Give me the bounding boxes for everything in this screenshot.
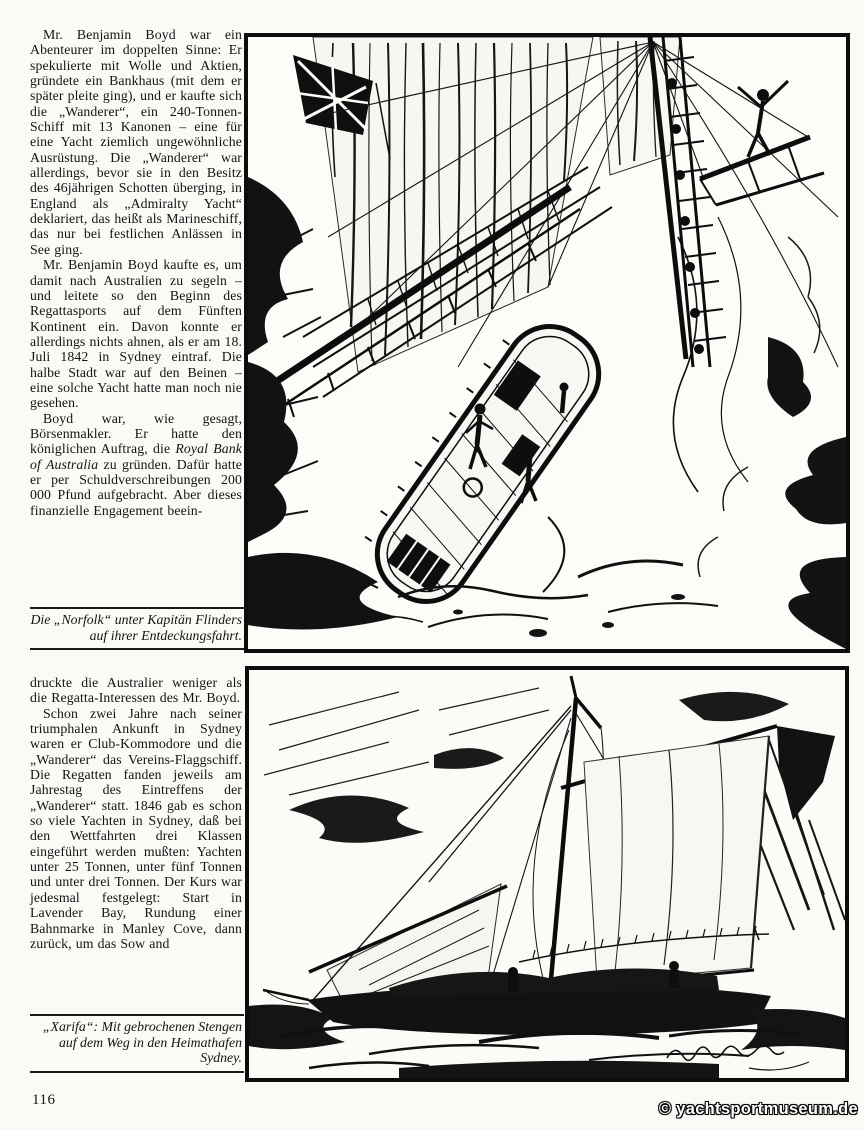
norfolk-illustration: [244, 33, 850, 653]
article-paragraph: [30, 411, 242, 518]
paragraph-text: Boyd war, wie gesagt, Börsenmakler. Er hatte den königlichen Auftrag, die: [30, 410, 242, 457]
article-paragraph: Mr. Benjamin Boyd war ein Abenteurer im doppelten Sinne: Er spekulierte mit Wolle und Aktien, gründete ein Bankhaus (mit dem er später pleite ging), und er kaufte sich die „Wanderer“, ein 240-Tonnen-Schiff mit 13 Kanonen – eine für eine Yacht ziemlich ungewöhnliche Ausrüstung. Die „Wanderer“ war allerdings, bevor sie in den Besitz des 46jährigen Schotten überging, in England als „Admiralty Yacht“ deklariert, das heißt als Marineschiff, das nur bei festlichen Anlässen in See ging.: [30, 27, 242, 257]
paragraph-text: zu gründen. Dafür hatte er per Schuldverschreibungen 200 000 Pfund aufgebracht. Aber dieses finanzielle Engagement beein-: [30, 456, 242, 518]
figure-caption-xarifa: „Xarifa“: Mit gebrochenen Stengen auf dem Weg in den Heimathafen Sydney.: [30, 1014, 244, 1073]
xarifa-illustration: [245, 666, 849, 1082]
text-column-bottom: [30, 675, 242, 951]
norfolk-drawing: [248, 37, 846, 649]
text-column-top: [30, 27, 242, 518]
page-number: 116: [32, 1092, 56, 1108]
xarifa-drawing: [249, 670, 845, 1078]
italic-bank-name: Royal Bank of Australia: [30, 441, 242, 472]
watermark-text: © yachtsportmuseum.de: [658, 1100, 858, 1118]
article-paragraph: druckte die Australier weniger als die Regatta-Interessen des Mr. Boyd.: [30, 675, 242, 706]
mainsail: [584, 736, 769, 982]
figure-caption-norfolk: Die „Norfolk“ unter Kapitän Flinders auf ihrer Entdeckungsfahrt.: [30, 607, 244, 650]
article-paragraph: Schon zwei Jahre nach seiner triumphalen Ankunft in Sydney waren er Club-Kommodore und die „Wanderer“ das Vereins-Flaggschiff. Die Regatten fanden jeweils am Jahrestag des Eintreffens der „Wanderer“ statt. 1846 gab es schon so viele Yachten in Sydney, daß bei den Wettfahrten drei Klassen eingeführt werden mußten: Yachten unter 25 Tonnen, unter fünf Tonnen und unter drei Tonnen. Der Kurs war jedesmal festgelegt: Start in Lavender Bay, Rundung einer Bahnmarke in Manley Cove, dann zurück, um das Sow and: [30, 705, 242, 951]
article-paragraph: Mr. Benjamin Boyd kaufte es, um damit nach Australien zu segeln – und leitete so den Beginn des Regattasports auf dem Fünften Kontinent ein. Davon konnte er allerdings nichts ahnen, als er am 18. Juli 1842 in Sydney eintraf. Die halbe Stadt war auf den Beinen – eine solche Yacht hatte man noch nie gesehen.: [30, 257, 242, 411]
